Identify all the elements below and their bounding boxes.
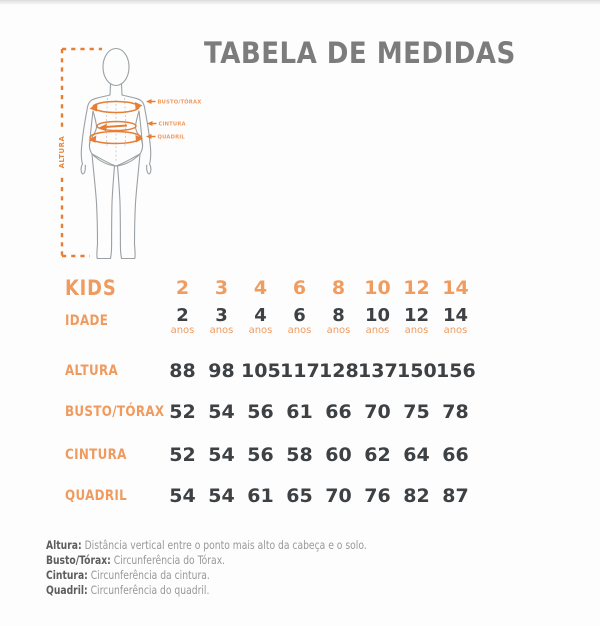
table-cell: [202, 304, 241, 336]
left-foot: [97, 244, 112, 259]
table-cell: 150: [397, 360, 437, 382]
row-label: ALTURA: [65, 363, 119, 379]
bust-label: BUSTO/TÓRAX: [157, 99, 202, 106]
table-row: [65, 483, 475, 509]
height-measure-line: [57, 49, 102, 256]
waist-label: CINTURA: [158, 121, 186, 128]
legend-term: Altura:: [46, 538, 82, 552]
age-unit: anos: [248, 324, 273, 336]
page-title: TABELA DE MEDIDAS: [204, 36, 516, 70]
age-value: 6: [293, 304, 306, 326]
age-value: 2: [176, 304, 189, 326]
table-cell: [358, 304, 397, 336]
table-row: [65, 304, 475, 338]
age-value: 14: [442, 304, 469, 326]
legend-line: [46, 538, 367, 553]
scan-edge-artifact: [0, 0, 600, 5]
table-row: [65, 442, 475, 468]
size-header-cell: 6: [292, 277, 307, 299]
table-cell: [436, 304, 475, 336]
hip-label: QUADRIL: [157, 134, 185, 141]
row-label: CINTURA: [65, 447, 127, 463]
size-header-cell: 14: [442, 277, 469, 299]
age-unit: anos: [209, 324, 234, 336]
table-cell: [241, 304, 280, 336]
table-cell: [397, 304, 436, 336]
table-cell: 76: [364, 485, 391, 507]
table-cell: 54: [208, 485, 235, 507]
hip-measure-ellipse: [89, 132, 144, 144]
row-label: BUSTO/TÓRAX: [65, 404, 165, 420]
table-cell: 52: [169, 401, 196, 423]
table-cell: 75: [403, 401, 430, 423]
size-header-cells: [163, 277, 475, 299]
table-cell: 117: [280, 360, 320, 382]
bust-label-callout: [146, 99, 201, 106]
table-cell: 105: [241, 360, 281, 382]
size-header-cell: 10: [364, 277, 391, 299]
table-row: [65, 358, 475, 384]
table-cell: 65: [286, 485, 313, 507]
legend-term: Busto/Tórax:: [46, 553, 111, 567]
table-cell: 56: [247, 401, 274, 423]
row-label: IDADE: [65, 313, 109, 329]
legend-line: [46, 553, 367, 568]
table-cell: 54: [208, 444, 235, 466]
legend: [46, 538, 367, 598]
kids-label: KIDS: [65, 276, 117, 300]
legend-definition: Distância vertical entre o ponto mais alto da cabeça e o solo.: [84, 538, 367, 552]
table-cell: [280, 304, 319, 336]
body-measurement-figure: [35, 28, 205, 273]
legend-line: [46, 568, 367, 583]
table-cell: 61: [286, 401, 313, 423]
table-cell: 78: [442, 401, 469, 423]
age-unit: anos: [404, 324, 429, 336]
table-cell: 64: [403, 444, 430, 466]
age-unit: anos: [287, 324, 312, 336]
table-cell: 54: [169, 485, 196, 507]
table-cell: 52: [169, 444, 196, 466]
age-value: 10: [364, 304, 391, 326]
legend-term: Cintura:: [46, 568, 88, 582]
legend-definition: Circunferência do quadril.: [90, 583, 210, 597]
table-cell: 66: [442, 444, 469, 466]
age-unit: anos: [170, 324, 195, 336]
table-header-row: [65, 277, 475, 299]
table-cell: 62: [364, 444, 391, 466]
table-cell: 61: [247, 485, 274, 507]
row-label: QUADRIL: [65, 488, 128, 504]
waist-measure-arrow: [97, 122, 136, 132]
legend-line: [46, 583, 367, 598]
table-cell: 56: [247, 444, 274, 466]
bust-measure-ellipse: [90, 102, 143, 113]
table-cell: 60: [325, 444, 352, 466]
right-foot: [120, 244, 135, 259]
table-cell: [163, 304, 202, 336]
size-header-cell: 12: [403, 277, 430, 299]
legend-term: Quadril:: [46, 583, 88, 597]
table-cell: 58: [286, 444, 313, 466]
hip-label-callout: [146, 134, 185, 141]
table-cell: 98: [208, 360, 235, 382]
age-value: 8: [332, 304, 345, 326]
size-header-cell: 4: [253, 277, 268, 299]
table-cell: 82: [403, 485, 430, 507]
size-header-cell: 2: [175, 277, 190, 299]
body-outline: [81, 49, 151, 259]
size-header-cell: 3: [214, 277, 229, 299]
waist-label-callout: [147, 121, 186, 128]
legend-definition: Circunferência da cintura.: [90, 568, 210, 582]
table-cell: 156: [436, 360, 476, 382]
age-value: 3: [215, 304, 228, 326]
age-unit: anos: [326, 324, 351, 336]
table-cell: 87: [442, 485, 469, 507]
table-cell: 70: [364, 401, 391, 423]
table-cell: [319, 304, 358, 336]
height-label: ALTURA: [58, 135, 66, 169]
age-unit: anos: [365, 324, 390, 336]
table-cell: 66: [325, 401, 352, 423]
age-value: 4: [254, 304, 267, 326]
age-value: 12: [403, 304, 430, 326]
table-cell: 54: [208, 401, 235, 423]
size-header-cell: 8: [331, 277, 346, 299]
table-row: [65, 399, 475, 425]
table-cell: 128: [319, 360, 359, 382]
table-cell: 137: [358, 360, 398, 382]
head-outline: [103, 49, 129, 86]
table-cell: 88: [169, 360, 196, 382]
table-cell: 70: [325, 485, 352, 507]
legend-definition: Circunferência do Tórax.: [113, 553, 226, 567]
age-unit: anos: [443, 324, 468, 336]
